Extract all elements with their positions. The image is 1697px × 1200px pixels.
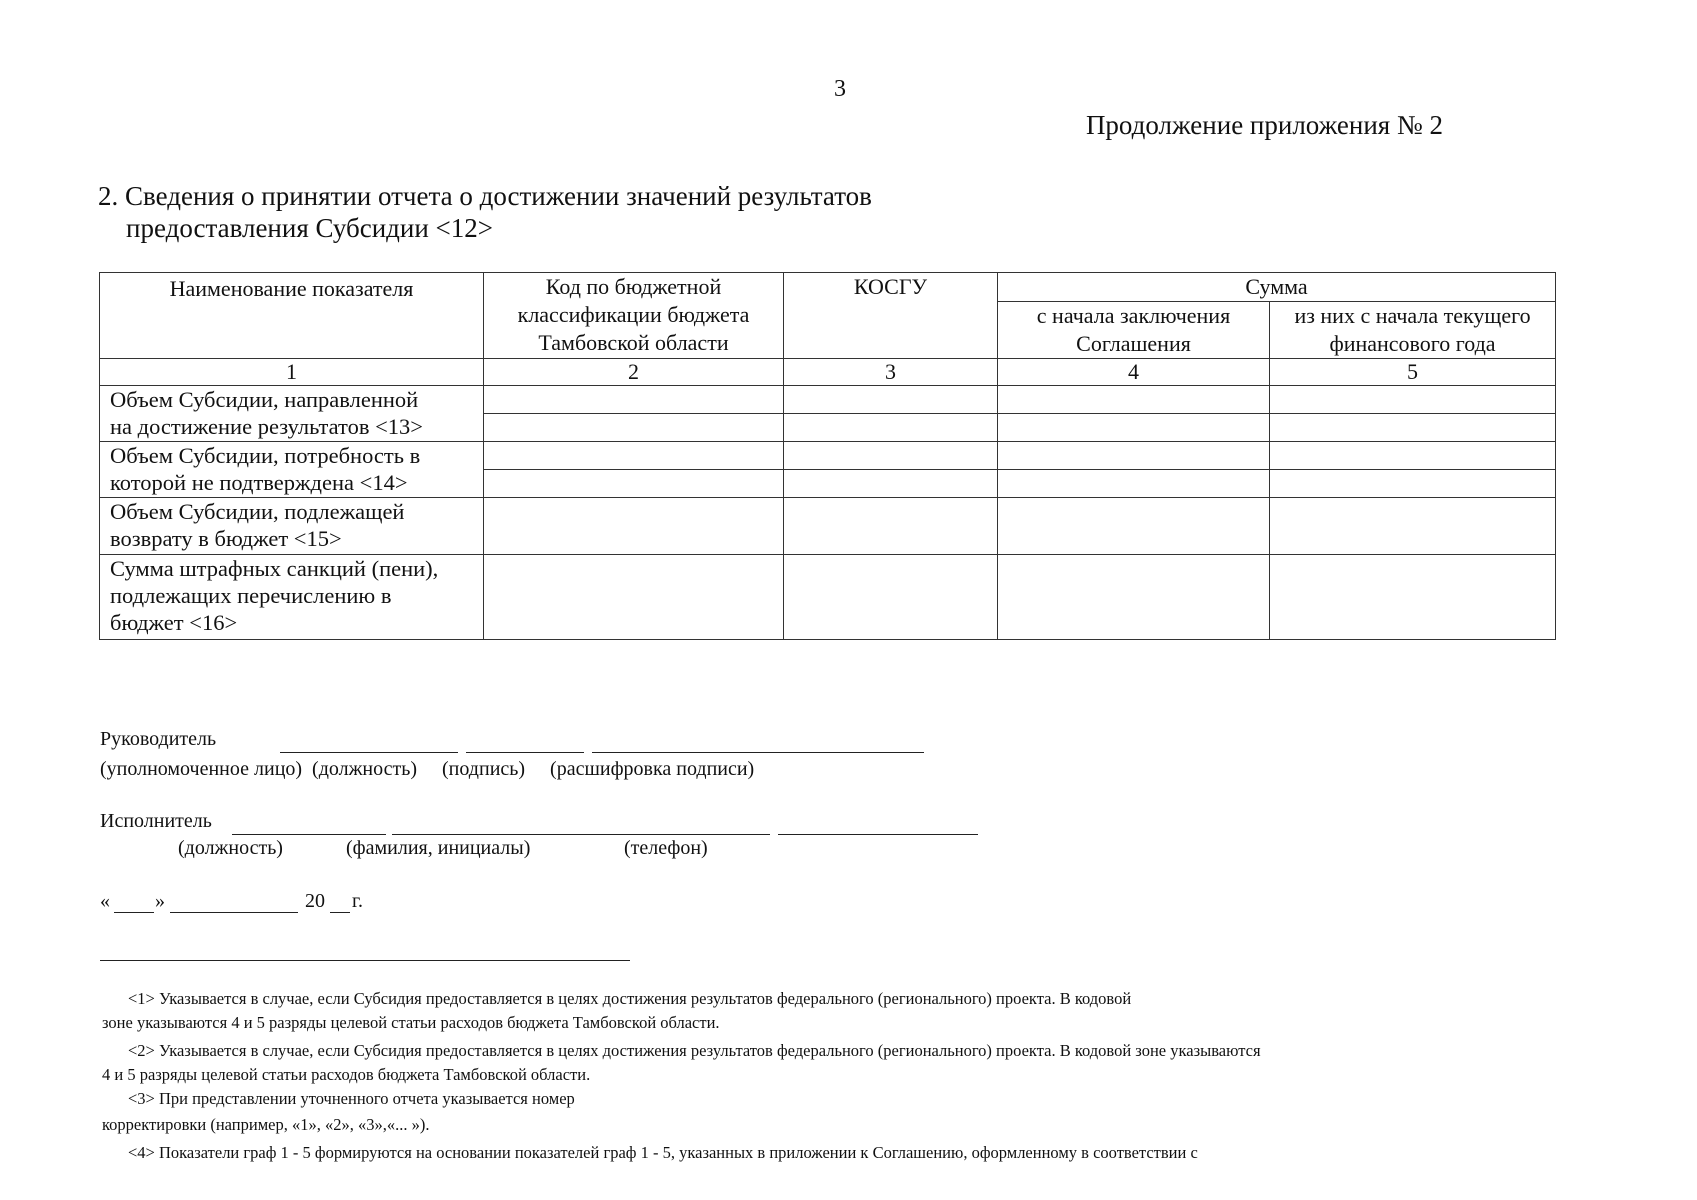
table-cell — [998, 386, 1270, 414]
footnote-1-line1: <1> Указывается в случае, если Субсидия предоставляется в целях достижения результатов федерального (регионального) проекта. В кодовой — [128, 989, 1132, 1008]
header-current-year: из них с начала текущего финансового года — [1270, 302, 1556, 359]
table-cell — [1270, 470, 1556, 498]
appendix-note: Продолжение приложения № 2 — [1085, 110, 1443, 140]
executor-caption-name: (фамилия, инициалы) — [346, 837, 531, 859]
row-label-subsidy-directed: Объем Субсидии, направленной на достижение результатов <13> — [100, 386, 484, 442]
footnote-4-line1: <4> Показатели граф 1 - 5 формируются на основании показателей граф 1 - 5, указанных в приложении к Соглашению, оформленному в соответствии с — [128, 1143, 1198, 1162]
executor-phone-line — [778, 834, 978, 835]
date-open-quote: « — [100, 890, 110, 912]
table-cell — [484, 555, 784, 640]
column-number: 2 — [484, 359, 784, 386]
table-cell — [998, 414, 1270, 442]
header-since-agreement: с начала заключения Соглашения — [998, 302, 1270, 359]
table-cell — [1270, 555, 1556, 640]
date-year-suffix: г. — [352, 890, 363, 912]
table-cell — [484, 442, 784, 470]
section-title — [98, 180, 872, 244]
table-cell — [1270, 386, 1556, 414]
row-label-subsidy-refund: Объем Субсидии, подлежащей возврату в бюджет <15> — [100, 498, 484, 555]
table-cell — [784, 470, 998, 498]
section-title-line1: 2. Сведения о принятии отчета о достижении значений результатов — [98, 181, 872, 211]
table-cell — [998, 470, 1270, 498]
table-cell — [784, 555, 998, 640]
executor-caption-position: (должность) — [178, 837, 283, 859]
executor-position-line — [232, 834, 386, 835]
executor-name-line — [392, 834, 770, 835]
table-cell — [784, 442, 998, 470]
footnote-3-line2: корректировки (например, «1», «2», «3»,«... »). — [102, 1115, 430, 1134]
table-cell — [484, 414, 784, 442]
footnote-separator — [100, 960, 630, 961]
column-number: 5 — [1270, 359, 1556, 386]
date-year-prefix: 20 — [305, 890, 325, 912]
table-cell — [484, 386, 784, 414]
footnote-3-line1: <3> При представлении уточненного отчета указывается номер — [128, 1089, 575, 1108]
footnote-2-line1: <2> Указывается в случае, если Субсидия предоставляется в целях достижения результатов федерального (регионального) проекта. В кодовой зоне указываются — [128, 1041, 1261, 1060]
head-label: Руководитель — [100, 728, 217, 750]
executor-caption-phone: (телефон) — [624, 837, 708, 859]
table-cell — [1270, 498, 1556, 555]
date-month-line — [170, 912, 298, 913]
header-sum: Сумма — [998, 273, 1556, 302]
head-caption: (уполномоченное лицо) (должность) (подпись) (расшифровка подписи) — [100, 758, 755, 780]
header-kosgu: КОСГУ — [784, 273, 998, 359]
date-day-line — [114, 912, 154, 913]
table-cell — [1270, 414, 1556, 442]
column-number: 4 — [998, 359, 1270, 386]
table-cell — [784, 498, 998, 555]
page-number: 3 — [834, 76, 846, 102]
footnote-2-line2: 4 и 5 разряды целевой статьи расходов бюджета Тамбовской области. — [102, 1065, 591, 1084]
row-label-subsidy-unconfirmed: Объем Субсидии, потребность в которой не подтверждена <14> — [100, 442, 484, 498]
date-close-quote: » — [155, 890, 165, 912]
header-indicator-name: Наименование показателя — [100, 273, 484, 359]
table-cell — [998, 442, 1270, 470]
footnote-1-line2: зоне указываются 4 и 5 разряды целевой статьи расходов бюджета Тамбовской области. — [102, 1013, 720, 1032]
section-title-line2: предоставления Субсидии <12> — [126, 213, 493, 243]
date-year-line — [330, 912, 350, 913]
head-signature-line — [466, 752, 584, 753]
table-cell — [784, 386, 998, 414]
table-cell — [484, 498, 784, 555]
report-table — [99, 272, 1556, 640]
row-label-penalties: Сумма штрафных санкций (пени), подлежащих перечислению в бюджет <16> — [100, 555, 484, 640]
table-cell — [998, 498, 1270, 555]
table-cell — [998, 555, 1270, 640]
table-cell — [784, 414, 998, 442]
column-number: 3 — [784, 359, 998, 386]
executor-label: Исполнитель — [100, 810, 212, 832]
table-cell — [1270, 442, 1556, 470]
header-budget-code: Код по бюджетной классификации бюджета Тамбовской области — [484, 273, 784, 359]
head-position-line — [280, 752, 458, 753]
table-cell — [484, 470, 784, 498]
column-number: 1 — [100, 359, 484, 386]
head-name-line — [592, 752, 924, 753]
